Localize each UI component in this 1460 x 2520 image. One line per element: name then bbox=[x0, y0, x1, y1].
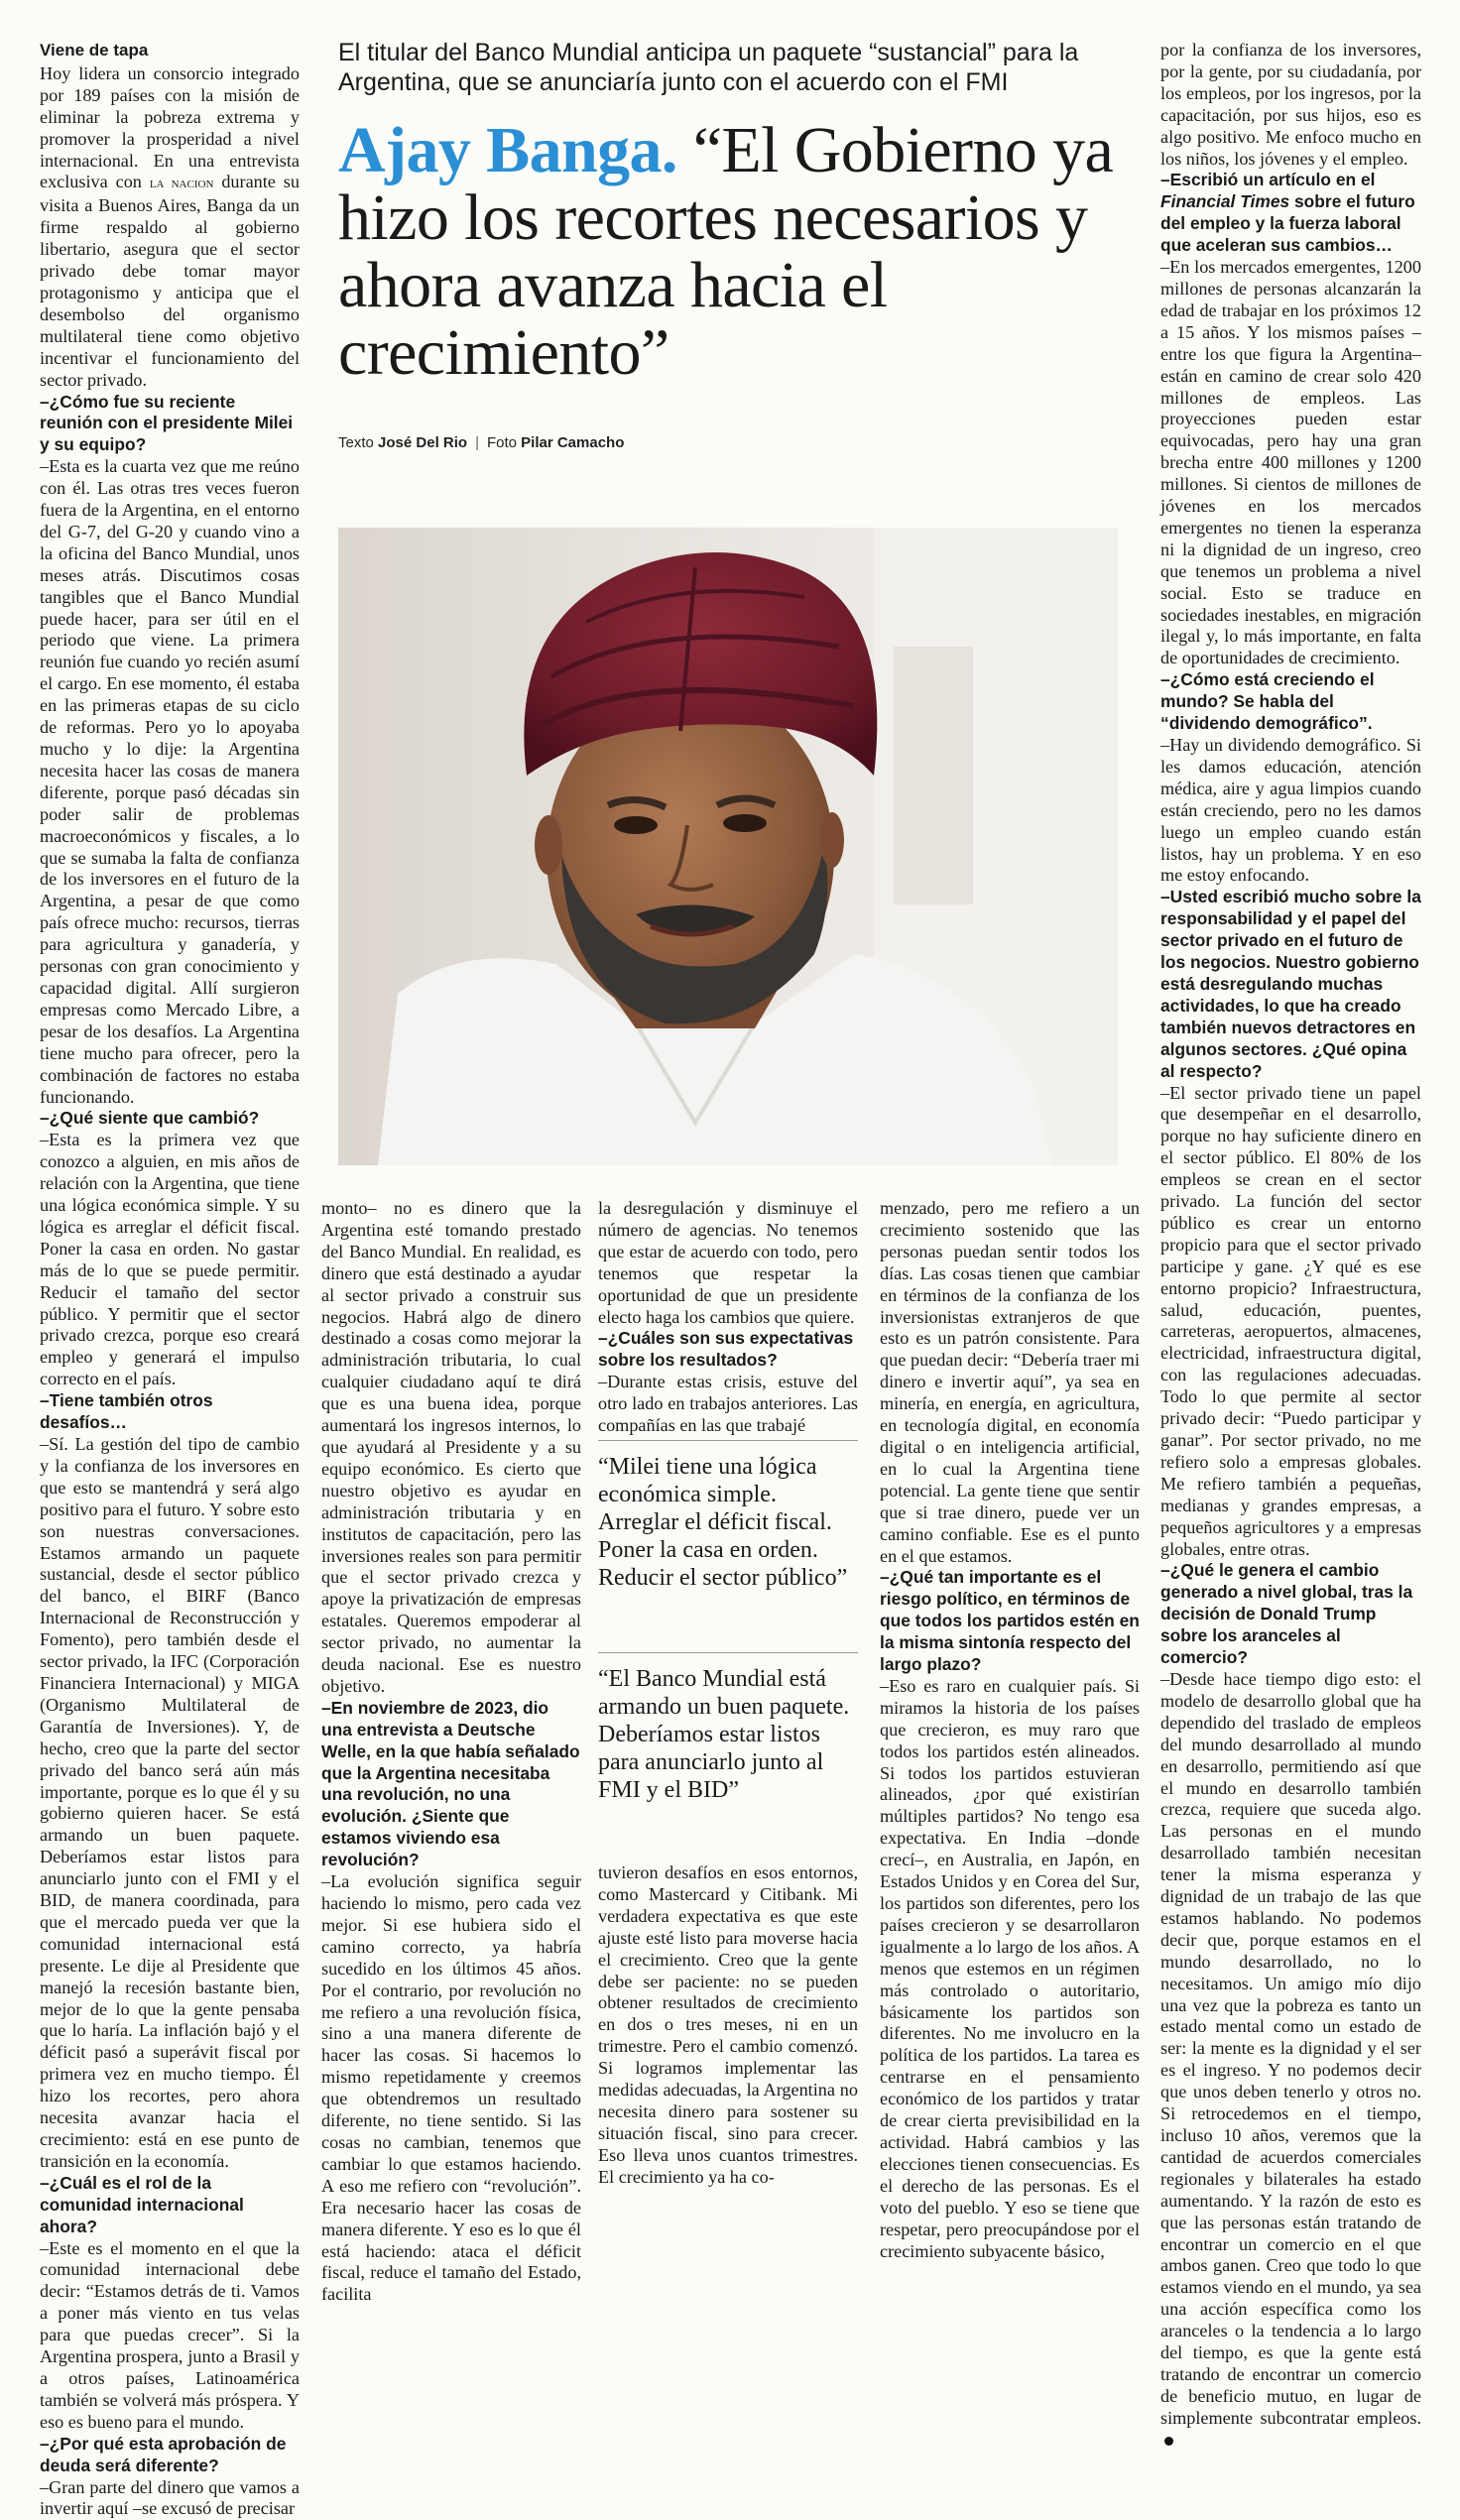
pull-quote-2: “El Banco Mundial está armando un buen paquete. Deberíamos estar listos para anunciarlo junto al FMI y el BID” bbox=[598, 1652, 858, 1804]
question-5: –¿Por qué esta aprobación de deuda será diferente? bbox=[40, 2434, 300, 2477]
article-column-bottom-3 bbox=[598, 1862, 858, 2189]
answer-11: –El sector privado tiene un papel que desempeñar en el desarrollo, porque no hay suficiente dinero en el sector público. El 80% de los empleos se crean en el sector privado. La función del sector público es crear un entorno propicio para que el sector privado participe y gane. ¿Y qué es ese entorno propicio? Infraestructura, salud, educación, puentes, carreteras, aeropuertos, almacenes, electricidad, infraestructura digital, con las regulaciones adecuadas. Todo lo que permite al sector privado decir: “Puedo participar y ganar”. Por sector privado, no me refiero solo a empresas globales. Me refiero también a pequeñas, medianas y grandes empresas, a pequeños agricultores y a empresas globales, entre otras. bbox=[1160, 1083, 1421, 1561]
question-7: –¿Cuáles son sus expectativas sobre los resultados? bbox=[598, 1328, 858, 1372]
question-9: –Escribió un artículo en el Financial Times sobre el futuro del empleo y la fuerza laboral que aceleran sus cambios… bbox=[1160, 170, 1421, 257]
answer-7-continued-2: menzado, pero me refiero a un crecimiento sostenido que las personas puedan sentir todos los días. Las cosas tienen que cambiar en términos de la confianza de los inversionistas extranjeros de que esto es un patrón consistente. Para que puedan decir: “Debería traer mi dinero e invertir aquí”, ya sea en minería, en energía, en agricultura, en tecnología digital, en economía digital o en inteligencia artificial, en lo cual la Argentina tiene potencial. La gente tiene que sentir que si trae dinero, puede ver un camino confiable. Ese es el punto en el que estamos. bbox=[880, 1198, 1140, 1567]
answer-2: –Esta es la primera vez que conozco a alguien, en mis años de relación con la Argentina, que tiene una lógica económica simple. Y su lógica es arreglar el déficit fiscal. Poner la casa en orden. No gastar más de lo que se puede permitir. Reducir el tamaño del sector público. Y permitir que el sector privado crezca, porque eso creará empleo y generará el impulso correcto en el país. bbox=[40, 1130, 300, 1390]
answer-7-continued: tuvieron desafíos en esos entornos, como Mastercard y Citibank. Mi verdadera expectativa es que este ajuste esté listo para moverse hacia el crecimiento. Creo que la gente debe ser paciente: no se pueden obtener resultados de crecimiento en dos o tres meses, ni en un trimestre. Pero el cambio comenzó. Si logramos implementar las medidas adecuadas, la Argentina no necesita dinero para sostener su situación fiscal, sino para crecer. Eso lleva unos cuantos trimestres. El crecimiento ya ha co- bbox=[598, 1862, 858, 2189]
question-12: –¿Qué le genera el cambio generado a nivel global, tras la decisión de Donald Trump sobre los aranceles al comercio? bbox=[1160, 1560, 1421, 1669]
answer-8-continued: por la confianza de los inversores, por la gente, por su ciudadanía, por los empleos, por los ingresos, por la capacitación, por sus hijos, eso es algo positivo. Me enfoco mucho en los niños, los jóvenes y el empleo. bbox=[1160, 40, 1421, 170]
answer-8: –Eso es raro en cualquier país. Si miramos la historia de los países que crecieron, es muy raro que todos los partidos estén alineados. Si todos los partidos estuvieran alineados, ¿por qué existirían múltiples partidos? No tengo esa expectativa. En India –donde crecí–, en Australia, en Japón, en Estados Unidos y en Corea del Sur, los partidos son diferentes, pero los países crecieron y se desarrollaron igualmente a lo largo de los años. A menos que estemos en un régimen más controlado o autoritario, básicamente los partidos son diferentes. No me involucro en la política de los partidos. La tarea es centrarse en el pensamiento económico de los partidos y tratar de crear cierta previsibilidad en la actividad. Habrá cambios y las elecciones tienen consecuencias. Es el derecho de las personas. Es el voto del pueblo. Y eso se tiene que respetar, pero preocupándose por el crecimiento subyacente básico, bbox=[880, 1676, 1140, 2262]
article-column-bottom-4 bbox=[880, 1198, 1140, 2262]
question-2: –¿Qué siente que cambió? bbox=[40, 1108, 300, 1130]
question-8: –¿Qué tan importante es el riesgo político, en términos de que todos los partidos estén en la misma sintonía respecto del largo plazo? bbox=[880, 1567, 1140, 1676]
question-1: –¿Cómo fue su reciente reunión con el presidente Milei y su equipo? bbox=[40, 392, 300, 457]
photographer-name: Pilar Camacho bbox=[521, 434, 624, 451]
answer-6-continued: la desregulación y disminuye el número de agencias. No tenemos que estar de acuerdo con todo, pero tenemos que respetar la oportunidad de que un presidente electo haga los cambios que quiere. bbox=[598, 1198, 858, 1328]
pull-quote-1: “Milei tiene una lógica económica simple. Arreglar el déficit fiscal. Poner la casa en orden. Reducir el sector público” bbox=[598, 1440, 858, 1592]
question-4: –¿Cuál es el rol de la comunidad internacional ahora? bbox=[40, 2173, 300, 2238]
intro-paragraph: Hoy lidera un consorcio integrado por 189 países con la misión de eliminar la pobreza extrema y promover la prosperidad a nivel internacional. En una entrevista exclusiva con la nacion durante su visita a Buenos Aires, Banga da un firme respaldo al gobierno libertario, asegura que el sector privado debe tomar mayor protagonismo y anticipa que el desembolso del organismo multilateral tiene como objetivo incentivar el funcionamiento del sector privado. bbox=[40, 63, 300, 392]
deck: El titular del Banco Mundial anticipa un paquete “sustancial” para la Argentina, que se anunciaría junto con el acuerdo con el FMI bbox=[338, 38, 1144, 97]
portrait-photo bbox=[338, 528, 1118, 1165]
byline: Texto José Del Rio | Foto Pilar Camacho bbox=[338, 434, 624, 451]
article-column-left bbox=[40, 40, 300, 2520]
article-column-bottom-1 bbox=[321, 1198, 581, 2306]
headline-name: Ajay Banga. bbox=[338, 114, 677, 186]
answer-3: –Sí. La gestión del tipo de cambio y la confianza de los inversores en que esto se mantendrá y será algo positivo para el futuro. Y sobre esto son nuestras conversaciones. Estamos armando un paquete sustancial, desde el sector público del banco, el BIRF (Banco Internacional de Reconstrucción y Fomento), pero también desde el sector privado, la IFC (Corporación Financiera Internacional) y MIGA (Organismo Multilateral de Garantía de Inversiones). Y, de hecho, creo que la parte del sector privado del banco será aún más importante, porque es lo que él y su gobierno quieren hacer. Se está armando un buen paquete. Deberíamos estar listos para anunciarlo junto con el FMI y el BID, de manera coordinada, para que el mercado pueda ver que la comunidad internacional está presente. Le dije al Presidente que manejó la recesión bastante bien, mejor de lo que la gente pensaba que lo haría. La inflación bajó y el déficit pasó a superávit fiscal por primera vez en mucho tiempo. Él hizo los recortes, pero ahora necesita avanzar hacia el crecimiento: está en ese punto de transición en la economía. bbox=[40, 1434, 300, 2173]
answer-4: –Este es el momento en el que la comunidad internacional debe decir: “Estamos detrás de ti. Vamos a poner más viento en tus velas para que puedas crecer”. Si la Argentina prospera, junto a Brasil y a otros países, Latinoamérica también se volverá más próspera. Y eso es bueno para el mundo. bbox=[40, 2238, 300, 2434]
answer-5-continued: monto– no es dinero que la Argentina esté tomando prestado del Banco Mundial. En realidad, es dinero que está destinado a ayudar al sector privado a construir sus negocios. Habrá algo de dinero destinado a cosas como mejorar la administración tributaria, lo cual cualquier ciudadano aquí te dirá que es una buena idea, porque aumentará los ingresos internos, lo que ayudará al Presidente y a su equipo económico. Es cierto que nuestro objetivo es ayudar en administración tributaria y en institutos de capacitación, pero las inversiones reales son para permitir que el sector privado crezca y apoye la privatización de empresas estatales. Queremos empoderar al sector privado, no aumentar la deuda nacional. Ese es nuestro objetivo. bbox=[321, 1198, 581, 1698]
end-of-article-dot bbox=[1164, 2437, 1173, 2446]
article-column-right bbox=[1160, 40, 1421, 2452]
answer-5: –Gran parte del dinero que vamos a invertir aquí –se excusó de precisar bbox=[40, 2477, 300, 2520]
headline bbox=[338, 117, 1152, 387]
question-11: –Usted escribió mucho sobre la responsabilidad y el papel del sector privado en el futuro de los negocios. Nuestro gobierno está desregulando muchas actividades, lo que ha creado también nuevos detractores en algunos sectores. ¿Qué opina al respecto? bbox=[1160, 887, 1421, 1082]
answer-9: –En los mercados emergentes, 1200 millones de personas alcanzarán la edad de trabajar en los próximos 12 a 15 años. Y los mismos países –entre los que figura la Argentina– están en camino de crear solo 420 millones de empleos. Las proyecciones pueden estar equivocadas, pero hay una gran brecha entre 400 millones y 1200 millones. Si cientos de millones de jóvenes en los mercados emergentes no tienen la esperanza ni la dignidad de un ingreso, creo que tenemos un problema a nivel social. Esto se traduce en sociedades inestables, en migración ilegal y, lo más importante, en falta de oportunidades de crecimiento. bbox=[1160, 257, 1421, 669]
answer-10: –Hay un dividendo demográfico. Si les damos educación, atención médica, aire y agua limpios cuando están creciendo, pero no les damos luego un empleo cuando están listos, hay un problema. Y en eso me estoy enfocando. bbox=[1160, 735, 1421, 887]
answer-7: –Durante estas crisis, estuve del otro lado en trabajos anteriores. Las compañías en las que trabajé bbox=[598, 1372, 858, 1437]
publication-name: Financial Times bbox=[1160, 191, 1289, 211]
answer-6: –La evolución significa seguir haciendo lo mismo, pero cada vez mejor. Si ese hubiera sido el camino correcto, ya habría sucedido en los últimos 45 años. Por el contrario, por revolución no me refiero a una revolución física, sino a una manera diferente de hacer las cosas. Si hacemos lo mismo repetidamente y creemos que obtendremos un resultado diferente, no tiene sentido. Si las cosas no cambian, tenemos que cambiar lo que estamos haciendo. A eso me refiero con “revolución”. Era necesario hacer las cosas de manera diferente. Y eso es lo que él está haciendo: ataca el déficit fiscal, reduce el tamaño del Estado, facilita bbox=[321, 1871, 581, 2306]
answer-1: –Esta es la cuarta vez que me reúno con él. Las otras tres veces fueron fuera de la Argentina, en el entorno del G-7, del G-20 y cuando vino a la oficina del Banco Mundial, unos meses atrás. Discutimos cosas tangibles que el Banco Mundial puede hacer, para ser útil en el periodo que viene. La primera reunión fue cuando yo recién asumí el cargo. En ese momento, él estaba en las primeras etapas de su ciclo de reformas. Pero yo lo apoyaba mucho y lo dije: la Argentina necesita hacer las cosas de manera diferente, porque pasó décadas sin poder salir de problemas macroeconómicos y fiscales, a lo que se sumaba la falta de confianza de los inversores en el futuro de la Argentina, a pesar de que como país ofrece mucho: recursos, tierras para agricultura y ganadería, y personas con gran conocimiento y capacidad digital. Allí surgieron empresas como Mercado Libre, a pesar de los desafíos. La Argentina tiene mucho para ofrecer, pero la combinación de factores no estaba funcionando. bbox=[40, 456, 300, 1108]
question-6: –En noviembre de 2023, dio una entrevista a Deutsche Welle, en la que había señalado que la Argentina necesitaba una revolución, no una evolución. ¿Siente que estamos viviendo esa revolución? bbox=[321, 1698, 581, 1871]
brand-la-nacion: la nacion bbox=[150, 176, 214, 191]
answer-12: –Desde hace tiempo digo esto: el modelo de desarrollo global que ha dependido del traslado de empleos del mundo desarrollado al mundo en desarrollo, permitiendo así que el mundo en desarrollo también crezca, requiere que suceda algo. Las personas en el mundo desarrollado también necesitan tener la misma esperanza y dignidad de un trabajo de las que estamos hablando. No podemos decir que, porque estamos en el mundo desarrollado, no lo necesitamos. Un amigo mío dijo una vez que la pobreza es tanto un estado mental como un estado de ser: la mente es la dignidad y el ser es el ingreso. Y no podemos decir que unos deben tenerlo y otros no. Si retrocedemos en el tiempo, incluso 10 años, veremos que la cantidad de acuerdos comerciales regionales y bilaterales ha estado aumentando. Y la razón de esto es que las personas están tratando de encontrar un comercio en el que ambos ganen. Creo que todo lo que estamos viendo en el mundo, ya sea una acción específica como los aranceles o la tendencia a lo largo del tiempo, es que la gente está tratando de encontrar un comercio de beneficio mutuo, en lugar de simplemente subcontratar empleos. bbox=[1160, 1669, 1421, 2452]
article-column-bottom-2 bbox=[598, 1198, 858, 1437]
author-name: José Del Rio bbox=[378, 434, 467, 451]
question-10: –¿Cómo está creciendo el mundo? Se habla del “dividendo demográfico”. bbox=[1160, 669, 1421, 735]
question-3: –Tiene también otros desafíos… bbox=[40, 1390, 300, 1434]
kicker: Viene de tapa bbox=[40, 40, 300, 61]
headline-quote: “El Gobierno ya hizo los recortes necesarios y ahora avanza hacia el crecimiento” bbox=[338, 114, 1113, 389]
